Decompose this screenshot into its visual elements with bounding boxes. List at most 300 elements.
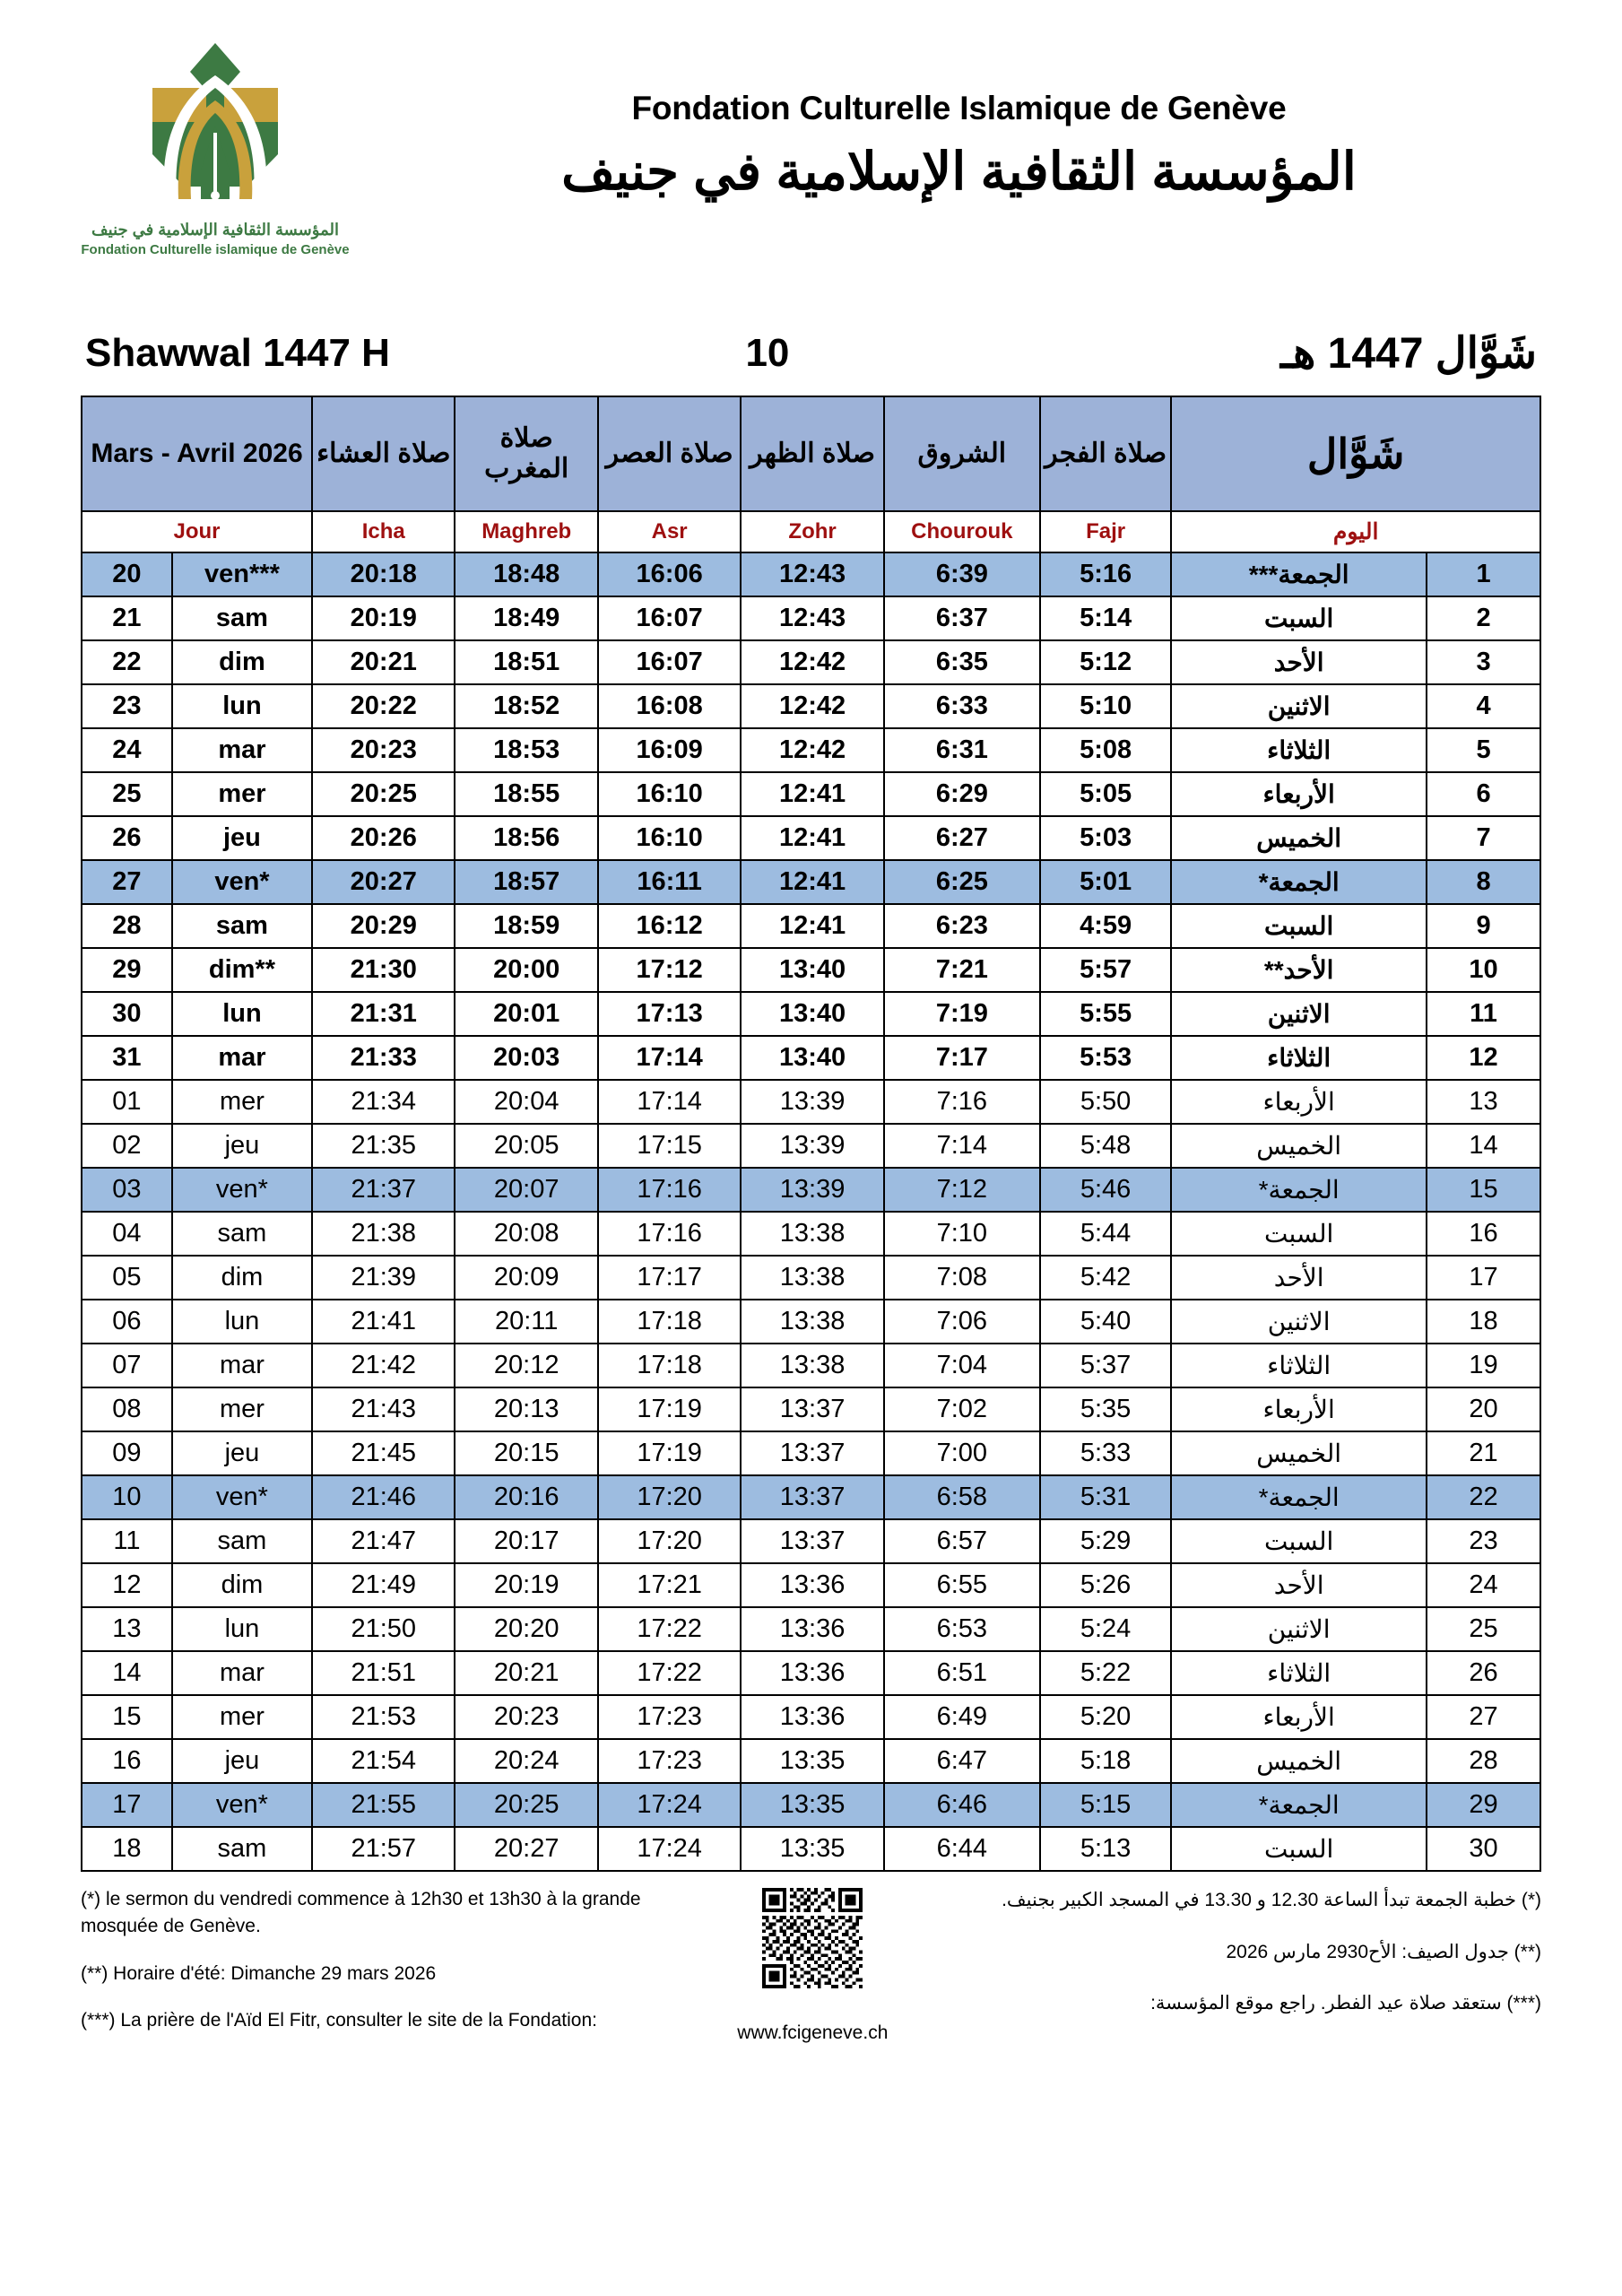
cell-arday: الثلاثاء bbox=[1171, 1651, 1427, 1695]
cell-asr: 17:24 bbox=[598, 1783, 741, 1827]
cell-zohr: 12:42 bbox=[741, 640, 883, 684]
header-fajr: Fajr bbox=[1040, 511, 1171, 552]
table-header-arabic-row bbox=[82, 396, 1540, 511]
cell-arday: السبت bbox=[1171, 596, 1427, 640]
cell-chourouk: 6:29 bbox=[884, 772, 1040, 816]
cell-maghreb: 20:27 bbox=[455, 1827, 597, 1871]
cell-chourouk: 6:49 bbox=[884, 1695, 1040, 1739]
cell-maghreb: 20:23 bbox=[455, 1695, 597, 1739]
cell-num: 26 bbox=[1427, 1651, 1540, 1695]
cell-zohr: 13:39 bbox=[741, 1124, 883, 1168]
cell-chourouk: 7:00 bbox=[884, 1431, 1040, 1475]
cell-arday: الخميس bbox=[1171, 1124, 1427, 1168]
cell-fajr: 5:01 bbox=[1040, 860, 1171, 904]
cell-fajr: 5:13 bbox=[1040, 1827, 1171, 1871]
cell-jour: mer bbox=[172, 1695, 312, 1739]
cell-fajr: 5:05 bbox=[1040, 772, 1171, 816]
cell-jour: mar bbox=[172, 1036, 312, 1080]
cell-icha: 21:43 bbox=[312, 1387, 455, 1431]
header-hijri-month: شَوَّال bbox=[1171, 396, 1540, 511]
cell-zohr: 12:41 bbox=[741, 904, 883, 948]
cell-num: 8 bbox=[1427, 860, 1540, 904]
cell-chourouk: 7:21 bbox=[884, 948, 1040, 992]
cell-maghreb: 20:16 bbox=[455, 1475, 597, 1519]
cell-jour: ven*** bbox=[172, 552, 312, 596]
header-icha: Icha bbox=[312, 511, 455, 552]
cell-chourouk: 6:39 bbox=[884, 552, 1040, 596]
cell-fajr: 5:53 bbox=[1040, 1036, 1171, 1080]
cell-icha: 21:33 bbox=[312, 1036, 455, 1080]
cell-asr: 17:16 bbox=[598, 1212, 741, 1256]
cell-icha: 21:55 bbox=[312, 1783, 455, 1827]
cell-chourouk: 6:31 bbox=[884, 728, 1040, 772]
header-chourouk: Chourouk bbox=[884, 511, 1040, 552]
table-row bbox=[82, 1212, 1540, 1256]
cell-asr: 17:17 bbox=[598, 1256, 741, 1300]
cell-zohr: 13:38 bbox=[741, 1300, 883, 1344]
cell-chourouk: 6:55 bbox=[884, 1563, 1040, 1607]
cell-gday: 15 bbox=[82, 1695, 172, 1739]
header-zohr: Zohr bbox=[741, 511, 883, 552]
cell-fajr: 5:33 bbox=[1040, 1431, 1171, 1475]
cell-zohr: 13:35 bbox=[741, 1783, 883, 1827]
cell-num: 2 bbox=[1427, 596, 1540, 640]
cell-num: 12 bbox=[1427, 1036, 1540, 1080]
cell-icha: 21:34 bbox=[312, 1080, 455, 1124]
cell-jour: mer bbox=[172, 1387, 312, 1431]
cell-asr: 16:07 bbox=[598, 596, 741, 640]
cell-zohr: 12:42 bbox=[741, 684, 883, 728]
cell-maghreb: 20:05 bbox=[455, 1124, 597, 1168]
cell-gday: 03 bbox=[82, 1168, 172, 1212]
table-row bbox=[82, 1124, 1540, 1168]
cell-jour: mar bbox=[172, 1651, 312, 1695]
cell-icha: 20:27 bbox=[312, 860, 455, 904]
cell-chourouk: 7:12 bbox=[884, 1168, 1040, 1212]
cell-fajr: 5:55 bbox=[1040, 992, 1171, 1036]
cell-arday: الجمعة* bbox=[1171, 860, 1427, 904]
table-row bbox=[82, 1168, 1540, 1212]
cell-chourouk: 6:51 bbox=[884, 1651, 1040, 1695]
table-body bbox=[82, 552, 1540, 1871]
cell-chourouk: 7:14 bbox=[884, 1124, 1040, 1168]
cell-chourouk: 7:08 bbox=[884, 1256, 1040, 1300]
cell-asr: 16:10 bbox=[598, 772, 741, 816]
logo-french-name: Fondation Culturelle islamique de Genève bbox=[81, 242, 350, 257]
cell-jour: jeu bbox=[172, 1124, 312, 1168]
cell-zohr: 13:35 bbox=[741, 1739, 883, 1783]
cell-maghreb: 20:00 bbox=[455, 948, 597, 992]
cell-chourouk: 6:53 bbox=[884, 1607, 1040, 1651]
cell-jour: ven* bbox=[172, 1168, 312, 1212]
month-number: 10 bbox=[745, 330, 790, 375]
cell-icha: 20:26 bbox=[312, 816, 455, 860]
cell-gday: 28 bbox=[82, 904, 172, 948]
table-row bbox=[82, 1256, 1540, 1300]
cell-zohr: 12:43 bbox=[741, 552, 883, 596]
cell-jour: jeu bbox=[172, 1739, 312, 1783]
cell-maghreb: 20:25 bbox=[455, 1783, 597, 1827]
header-icha-arabic: صلاة العشاء bbox=[312, 396, 455, 511]
cell-asr: 16:11 bbox=[598, 860, 741, 904]
cell-num: 24 bbox=[1427, 1563, 1540, 1607]
cell-jour: dim bbox=[172, 1256, 312, 1300]
cell-chourouk: 7:16 bbox=[884, 1080, 1040, 1124]
table-row bbox=[82, 1695, 1540, 1739]
table-row bbox=[82, 1080, 1540, 1124]
cell-jour: mer bbox=[172, 772, 312, 816]
cell-fajr: 5:12 bbox=[1040, 640, 1171, 684]
cell-fajr: 5:14 bbox=[1040, 596, 1171, 640]
cell-asr: 16:09 bbox=[598, 728, 741, 772]
cell-maghreb: 20:19 bbox=[455, 1563, 597, 1607]
cell-zohr: 12:41 bbox=[741, 816, 883, 860]
cell-gday: 20 bbox=[82, 552, 172, 596]
cell-jour: sam bbox=[172, 904, 312, 948]
cell-arday: الخميس bbox=[1171, 816, 1427, 860]
cell-jour: sam bbox=[172, 1827, 312, 1871]
cell-fajr: 5:29 bbox=[1040, 1519, 1171, 1563]
website-url[interactable]: www.fcigeneve.ch bbox=[737, 2022, 889, 2043]
cell-asr: 17:13 bbox=[598, 992, 741, 1036]
cell-zohr: 12:41 bbox=[741, 860, 883, 904]
cell-icha: 20:22 bbox=[312, 684, 455, 728]
cell-fajr: 5:40 bbox=[1040, 1300, 1171, 1344]
cell-gday: 22 bbox=[82, 640, 172, 684]
cell-arday: الاثنين bbox=[1171, 1300, 1427, 1344]
cell-asr: 17:18 bbox=[598, 1300, 741, 1344]
cell-zohr: 13:40 bbox=[741, 948, 883, 992]
cell-zohr: 13:37 bbox=[741, 1387, 883, 1431]
table-row bbox=[82, 1387, 1540, 1431]
cell-chourouk: 7:06 bbox=[884, 1300, 1040, 1344]
cell-num: 27 bbox=[1427, 1695, 1540, 1739]
cell-maghreb: 18:55 bbox=[455, 772, 597, 816]
cell-icha: 21:31 bbox=[312, 992, 455, 1036]
cell-gday: 27 bbox=[82, 860, 172, 904]
cell-arday: الثلاثاء bbox=[1171, 728, 1427, 772]
cell-arday: السبت bbox=[1171, 1212, 1427, 1256]
cell-gday: 17 bbox=[82, 1783, 172, 1827]
cell-icha: 21:35 bbox=[312, 1124, 455, 1168]
cell-num: 22 bbox=[1427, 1475, 1540, 1519]
cell-asr: 16:10 bbox=[598, 816, 741, 860]
table-row bbox=[82, 904, 1540, 948]
cell-num: 10 bbox=[1427, 948, 1540, 992]
cell-num: 7 bbox=[1427, 816, 1540, 860]
cell-num: 13 bbox=[1427, 1080, 1540, 1124]
cell-asr: 16:06 bbox=[598, 552, 741, 596]
cell-num: 14 bbox=[1427, 1124, 1540, 1168]
foundation-logo bbox=[81, 36, 350, 257]
cell-arday: الأربعاء bbox=[1171, 772, 1427, 816]
qr-code-icon[interactable] bbox=[762, 1888, 863, 1988]
table-row bbox=[82, 728, 1540, 772]
cell-chourouk: 7:19 bbox=[884, 992, 1040, 1036]
table-row bbox=[82, 1563, 1540, 1607]
cell-chourouk: 7:17 bbox=[884, 1036, 1040, 1080]
cell-maghreb: 20:20 bbox=[455, 1607, 597, 1651]
cell-gday: 31 bbox=[82, 1036, 172, 1080]
header-asr: Asr bbox=[598, 511, 741, 552]
header-day-arabic: اليوم bbox=[1171, 511, 1540, 552]
cell-zohr: 12:42 bbox=[741, 728, 883, 772]
organisation-titles bbox=[350, 36, 1568, 205]
cell-fajr: 5:24 bbox=[1040, 1607, 1171, 1651]
cell-icha: 21:38 bbox=[312, 1212, 455, 1256]
cell-maghreb: 20:17 bbox=[455, 1519, 597, 1563]
cell-gday: 16 bbox=[82, 1739, 172, 1783]
cell-asr: 17:15 bbox=[598, 1124, 741, 1168]
cell-gday: 18 bbox=[82, 1827, 172, 1871]
cell-chourouk: 6:46 bbox=[884, 1783, 1040, 1827]
cell-num: 20 bbox=[1427, 1387, 1540, 1431]
cell-gday: 14 bbox=[82, 1651, 172, 1695]
cell-jour: sam bbox=[172, 1212, 312, 1256]
cell-icha: 21:53 bbox=[312, 1695, 455, 1739]
cell-num: 6 bbox=[1427, 772, 1540, 816]
cell-maghreb: 18:56 bbox=[455, 816, 597, 860]
cell-maghreb: 20:15 bbox=[455, 1431, 597, 1475]
cell-gday: 25 bbox=[82, 772, 172, 816]
header-asr-arabic: صلاة العصر bbox=[598, 396, 741, 511]
cell-zohr: 13:37 bbox=[741, 1475, 883, 1519]
header-fajr-arabic: صلاة الفجر bbox=[1040, 396, 1171, 511]
cell-zohr: 13:37 bbox=[741, 1519, 883, 1563]
cell-zohr: 13:38 bbox=[741, 1256, 883, 1300]
cell-icha: 21:47 bbox=[312, 1519, 455, 1563]
cell-asr: 17:22 bbox=[598, 1651, 741, 1695]
table-row bbox=[82, 772, 1540, 816]
cell-jour: dim** bbox=[172, 948, 312, 992]
header-maghreb-arabic: صلاة المغرب bbox=[455, 396, 597, 511]
cell-num: 30 bbox=[1427, 1827, 1540, 1871]
month-title-bar bbox=[0, 310, 1622, 396]
cell-fajr: 5:18 bbox=[1040, 1739, 1171, 1783]
table-row bbox=[82, 1475, 1540, 1519]
cell-arday: الاثنين bbox=[1171, 1607, 1427, 1651]
cell-fajr: 5:26 bbox=[1040, 1563, 1171, 1607]
cell-icha: 21:46 bbox=[312, 1475, 455, 1519]
cell-arday: الجمعة* bbox=[1171, 1475, 1427, 1519]
cell-arday: السبت bbox=[1171, 1827, 1427, 1871]
prayer-times-table bbox=[81, 396, 1541, 1872]
cell-fajr: 5:42 bbox=[1040, 1256, 1171, 1300]
cell-gday: 04 bbox=[82, 1212, 172, 1256]
header-zohr-arabic: صلاة الظهر bbox=[741, 396, 883, 511]
cell-gday: 09 bbox=[82, 1431, 172, 1475]
cell-chourouk: 6:33 bbox=[884, 684, 1040, 728]
cell-num: 15 bbox=[1427, 1168, 1540, 1212]
cell-zohr: 13:40 bbox=[741, 992, 883, 1036]
cell-asr: 17:24 bbox=[598, 1827, 741, 1871]
cell-icha: 20:21 bbox=[312, 640, 455, 684]
cell-maghreb: 18:59 bbox=[455, 904, 597, 948]
cell-arday: الخميس bbox=[1171, 1431, 1427, 1475]
cell-icha: 21:45 bbox=[312, 1431, 455, 1475]
cell-maghreb: 20:21 bbox=[455, 1651, 597, 1695]
cell-arday: الأحد** bbox=[1171, 948, 1427, 992]
cell-jour: lun bbox=[172, 1607, 312, 1651]
footnote-french: (***) La prière de l'Aïd El Fitr, consulter le site de la Fondation: bbox=[81, 2010, 597, 2031]
cell-asr: 17:18 bbox=[598, 1344, 741, 1387]
cell-zohr: 13:40 bbox=[741, 1036, 883, 1080]
cell-asr: 17:14 bbox=[598, 1080, 741, 1124]
cell-zohr: 13:38 bbox=[741, 1212, 883, 1256]
footnote-french: (*) le sermon du vendredi commence à 12h30 et 13h30 à la grande mosquée de Genève. bbox=[81, 1889, 641, 1937]
cell-fajr: 5:57 bbox=[1040, 948, 1171, 992]
table-row bbox=[82, 596, 1540, 640]
cell-asr: 17:12 bbox=[598, 948, 741, 992]
footnotes-french bbox=[81, 1886, 665, 2055]
cell-chourouk: 7:02 bbox=[884, 1387, 1040, 1431]
cell-arday: السبت bbox=[1171, 904, 1427, 948]
cell-zohr: 13:38 bbox=[741, 1344, 883, 1387]
month-title-arabic: شَوَّال 1447 هـ bbox=[1279, 329, 1537, 378]
cell-chourouk: 6:57 bbox=[884, 1519, 1040, 1563]
cell-arday: الأحد bbox=[1171, 640, 1427, 684]
cell-asr: 16:08 bbox=[598, 684, 741, 728]
cell-zohr: 12:43 bbox=[741, 596, 883, 640]
org-name-arabic: المؤسسة الثقافية الإسلامية في جنيف bbox=[561, 143, 1357, 201]
cell-gday: 01 bbox=[82, 1080, 172, 1124]
cell-num: 28 bbox=[1427, 1739, 1540, 1783]
cell-gday: 21 bbox=[82, 596, 172, 640]
cell-chourouk: 6:44 bbox=[884, 1827, 1040, 1871]
cell-fajr: 5:37 bbox=[1040, 1344, 1171, 1387]
cell-chourouk: 6:23 bbox=[884, 904, 1040, 948]
cell-fajr: 5:03 bbox=[1040, 816, 1171, 860]
cell-icha: 21:50 bbox=[312, 1607, 455, 1651]
cell-asr: 17:23 bbox=[598, 1695, 741, 1739]
cell-icha: 21:49 bbox=[312, 1563, 455, 1607]
cell-gday: 07 bbox=[82, 1344, 172, 1387]
cell-num: 25 bbox=[1427, 1607, 1540, 1651]
table-row bbox=[82, 1739, 1540, 1783]
cell-fajr: 5:50 bbox=[1040, 1080, 1171, 1124]
cell-zohr: 13:37 bbox=[741, 1431, 883, 1475]
cell-maghreb: 20:01 bbox=[455, 992, 597, 1036]
cell-fajr: 5:22 bbox=[1040, 1651, 1171, 1695]
table-header-french-row bbox=[82, 511, 1540, 552]
cell-chourouk: 7:10 bbox=[884, 1212, 1040, 1256]
table-row bbox=[82, 1827, 1540, 1871]
cell-num: 5 bbox=[1427, 728, 1540, 772]
table-row bbox=[82, 1300, 1540, 1344]
cell-asr: 17:16 bbox=[598, 1168, 741, 1212]
cell-icha: 21:54 bbox=[312, 1739, 455, 1783]
table-row bbox=[82, 684, 1540, 728]
cell-jour: dim bbox=[172, 640, 312, 684]
footnote-french: (**) Horaire d'été: Dimanche 29 mars 2026 bbox=[81, 1962, 437, 1984]
cell-maghreb: 20:24 bbox=[455, 1739, 597, 1783]
cell-fajr: 5:15 bbox=[1040, 1783, 1171, 1827]
cell-icha: 21:51 bbox=[312, 1651, 455, 1695]
timetable-container bbox=[0, 396, 1622, 1872]
cell-zohr: 12:41 bbox=[741, 772, 883, 816]
header-gregorian-month: Mars - Avril 2026 bbox=[82, 396, 312, 511]
cell-num: 9 bbox=[1427, 904, 1540, 948]
org-name-french: Fondation Culturelle Islamique de Genève bbox=[631, 90, 1287, 126]
cell-chourouk: 6:27 bbox=[884, 816, 1040, 860]
cell-jour: jeu bbox=[172, 816, 312, 860]
cell-zohr: 13:36 bbox=[741, 1651, 883, 1695]
cell-num: 16 bbox=[1427, 1212, 1540, 1256]
cell-icha: 21:30 bbox=[312, 948, 455, 992]
cell-asr: 17:21 bbox=[598, 1563, 741, 1607]
cell-gday: 02 bbox=[82, 1124, 172, 1168]
cell-asr: 17:23 bbox=[598, 1739, 741, 1783]
cell-icha: 21:41 bbox=[312, 1300, 455, 1344]
cell-asr: 16:12 bbox=[598, 904, 741, 948]
cell-gday: 11 bbox=[82, 1519, 172, 1563]
cell-gday: 12 bbox=[82, 1563, 172, 1607]
cell-gday: 10 bbox=[82, 1475, 172, 1519]
table-row bbox=[82, 816, 1540, 860]
cell-arday: الخميس bbox=[1171, 1739, 1427, 1783]
cell-fajr: 5:31 bbox=[1040, 1475, 1171, 1519]
cell-num: 21 bbox=[1427, 1431, 1540, 1475]
page-footer bbox=[0, 1872, 1622, 2055]
cell-zohr: 13:39 bbox=[741, 1168, 883, 1212]
cell-chourouk: 7:04 bbox=[884, 1344, 1040, 1387]
cell-icha: 21:42 bbox=[312, 1344, 455, 1387]
cell-asr: 17:19 bbox=[598, 1431, 741, 1475]
cell-jour: lun bbox=[172, 992, 312, 1036]
footnote-arabic: (**) جدول الصيف: الأح2930 مارس 2026 bbox=[1226, 1941, 1541, 1962]
cell-icha: 21:57 bbox=[312, 1827, 455, 1871]
page-header bbox=[0, 0, 1622, 305]
cell-maghreb: 18:57 bbox=[455, 860, 597, 904]
cell-asr: 17:14 bbox=[598, 1036, 741, 1080]
cell-arday: الأحد bbox=[1171, 1256, 1427, 1300]
qr-block bbox=[674, 1886, 952, 2055]
cell-num: 19 bbox=[1427, 1344, 1540, 1387]
cell-chourouk: 6:37 bbox=[884, 596, 1040, 640]
cell-arday: الثلاثاء bbox=[1171, 1344, 1427, 1387]
table-row bbox=[82, 640, 1540, 684]
cell-gday: 24 bbox=[82, 728, 172, 772]
cell-maghreb: 20:09 bbox=[455, 1256, 597, 1300]
cell-gday: 05 bbox=[82, 1256, 172, 1300]
cell-chourouk: 6:35 bbox=[884, 640, 1040, 684]
mosque-pen-logo-icon bbox=[121, 36, 309, 215]
cell-fajr: 5:35 bbox=[1040, 1387, 1171, 1431]
header-chourouk-arabic: الشروق bbox=[884, 396, 1040, 511]
cell-jour: ven* bbox=[172, 1783, 312, 1827]
cell-num: 18 bbox=[1427, 1300, 1540, 1344]
table-row bbox=[82, 1783, 1540, 1827]
cell-maghreb: 20:04 bbox=[455, 1080, 597, 1124]
cell-arday: الاثنين bbox=[1171, 992, 1427, 1036]
cell-gday: 26 bbox=[82, 816, 172, 860]
cell-icha: 20:18 bbox=[312, 552, 455, 596]
cell-chourouk: 6:58 bbox=[884, 1475, 1040, 1519]
cell-jour: jeu bbox=[172, 1431, 312, 1475]
cell-fajr: 5:16 bbox=[1040, 552, 1171, 596]
cell-asr: 17:20 bbox=[598, 1519, 741, 1563]
cell-arday: الأحد bbox=[1171, 1563, 1427, 1607]
cell-jour: mar bbox=[172, 1344, 312, 1387]
cell-jour: dim bbox=[172, 1563, 312, 1607]
cell-icha: 21:39 bbox=[312, 1256, 455, 1300]
cell-asr: 17:20 bbox=[598, 1475, 741, 1519]
cell-maghreb: 20:11 bbox=[455, 1300, 597, 1344]
cell-gday: 13 bbox=[82, 1607, 172, 1651]
cell-fajr: 5:10 bbox=[1040, 684, 1171, 728]
cell-arday: الأربعاء bbox=[1171, 1080, 1427, 1124]
cell-zohr: 13:39 bbox=[741, 1080, 883, 1124]
